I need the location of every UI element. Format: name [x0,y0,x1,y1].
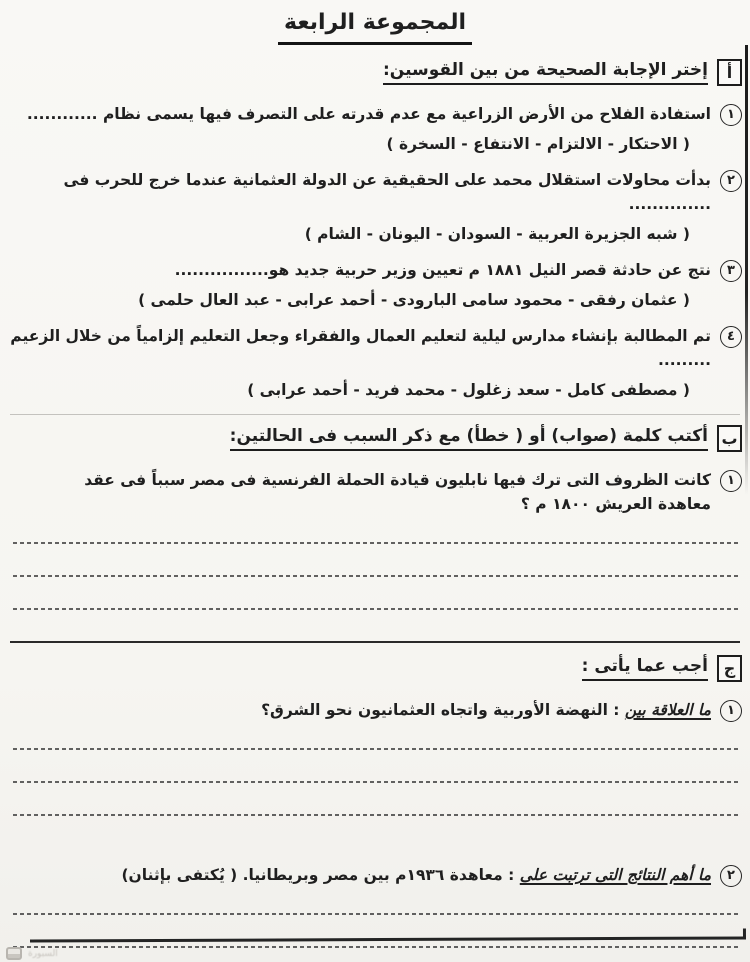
question-text: النهضة الأوربية واتجاه العثمانيون نحو الشرق؟ [261,701,608,720]
question-b1 [8,468,742,610]
section-a-title: إختر الإجابة الصحيحة من بين القوسين: [383,60,708,85]
question-c2 [8,863,742,962]
section-divider [10,641,740,643]
page-title: المجموعة الرابعة [278,10,472,45]
section-c-header [8,655,742,682]
question-text: كانت الظروف التى ترك فيها نابليون قيادة الحملة الفرنسية فى مصر سبباً فى عقد معاهدة العريش ١٨٠٠ م ؟ [84,471,711,514]
section-b-header [8,425,742,452]
question-a4 [8,324,742,399]
question-number: ١ [720,700,742,722]
question-c1 [8,698,742,816]
answer-line [12,748,738,750]
scan-edge-line [745,45,748,495]
question-number: ٣ [720,260,742,282]
question-lead: ما أهم النتائج التى ترتبت على [519,866,711,885]
question-separator: : [502,866,520,885]
question-text: نتج عن حادثة قصر النيل ١٨٨١ م تعيين وزير حربية جديد هو................ [174,261,711,280]
watermark [6,947,58,960]
question-options: ( الاحتكار - الالتزام - الانتفاع - السخرة ) [386,135,690,154]
question-options: ( شبه الجزيرة العربية - السودان - اليونان - الشام ) [304,225,690,244]
section-c-title: أجب عما يأتى : [582,656,708,681]
answer-line [12,913,738,915]
question-lead: ما العلاقة بين [624,701,711,720]
answer-area [8,748,742,816]
answer-line [12,542,738,544]
answer-line [12,946,738,948]
question-number: ١ [720,104,742,126]
answer-line [12,814,738,816]
section-b-letter-box: ب [717,425,742,452]
section-divider [10,414,740,415]
question-separator: : [607,701,625,720]
question-options: ( عثمان رفقى - محمود سامى البارودى - أحمد عرابى - عبد العال حلمى ) [138,291,690,310]
section-c-letter-box: ج [717,655,742,682]
question-text: تم المطالبة بإنشاء مدارس ليلية لتعليم العمال والفقراء وجعل التعليم إلزامياً من خلال الزعيم ......... [10,327,711,370]
answer-line [12,608,738,610]
question-text: معاهدة ١٩٣٦م بين مصر وبريطانيا. ( يُكتفى بإثنان) [121,866,503,885]
question-text: استفادة الفلاح من الأرض الزراعية مع عدم قدرته على التصرف فيها يسمى نظام ............ [26,105,711,123]
question-a2 [8,168,742,243]
question-options: ( مصطفى كامل - سعد زغلول - محمد فريد - أحمد عرابى ) [247,381,690,400]
answer-line [12,781,738,783]
section-a-header [8,59,742,86]
answer-area [8,542,742,610]
section-a-letter-box: أ [717,59,742,86]
watermark-text: السبورة [28,948,58,959]
question-a3 [8,258,742,309]
section-b-title: أكتب كلمة (صواب) أو ( خطأ) مع ذكر السبب فى الحالتين: [230,426,708,451]
question-a1 [8,102,742,153]
board-logo-icon [6,947,22,960]
question-number: ٤ [720,326,742,348]
question-number: ٢ [720,865,742,887]
question-text: بدأت محاولات استقلال محمد على الحقيقية عن الدولة العثمانية عندما خرج للحرب فى .............. [63,171,711,214]
question-number: ١ [720,470,742,492]
question-number: ٢ [720,170,742,192]
answer-line [12,575,738,577]
